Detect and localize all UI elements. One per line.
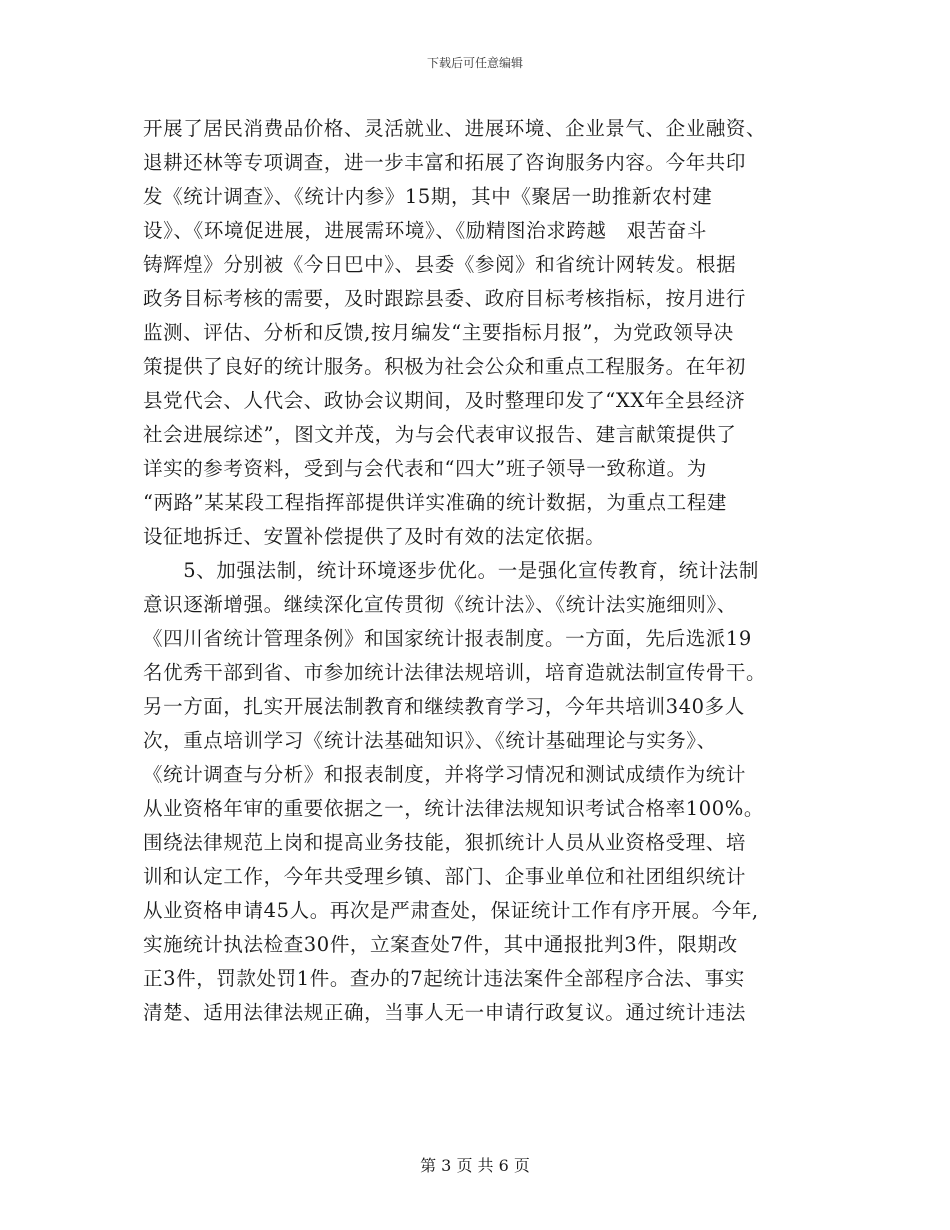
document-body <box>143 112 803 1030</box>
body-line: 发《统计调查》、《统计内参》15期，其中《聚居一助推新农村建 <box>143 185 713 208</box>
body-line: 围绕法律规范上岗和提高业务技能，狠抓统计人员从业资格受理、培 <box>143 831 747 854</box>
body-line: 退耕还林等专项调查，进一步丰富和拓展了咨询服务内容。今年共印 <box>143 151 747 174</box>
body-line: 5、加强法制，统计环境逐步优化。一是强化宣传教育，统计法制 <box>143 559 760 582</box>
body-line: 开展了居民消费品价格、灵活就业、进展环境、企业景气、企业融资、 <box>143 117 767 140</box>
body-line: 监测、评估、分析和反馈,按月编发“主要指标月报”，为党政领导决 <box>143 321 734 344</box>
body-line: 从业资格申请45人。再次是严肃查处，保证统计工作有序开展。今年, <box>143 899 759 922</box>
body-line: 铸辉煌》分别被《今日巴中》、县委《参阅》和省统计网转发。根据 <box>143 253 737 276</box>
body-line: 策提供了良好的统计服务。积极为社会公众和重点工程服务。在年初 <box>143 355 747 378</box>
body-line: 训和认定工作，今年共受理乡镇、部门、企事业单位和社团组织统计 <box>143 865 747 888</box>
body-line: 意识逐渐增强。继续深化宣传贯彻《统计法》、《统计法实施细则》、 <box>143 593 737 616</box>
body-line: 清楚、适用法律法规正确，当事人无一申请行政复议。通过统计违法 <box>143 1001 747 1024</box>
body-line: 政务目标考核的需要，及时跟踪县委、政府目标考核指标，按月进行 <box>143 287 747 310</box>
body-line: 实施统计执法检查30件，立案查处7件，其中通报批判3件，限期改 <box>143 933 738 956</box>
body-line: 从业资格年审的重要依据之一，统计法律法规知识考试合格率100%。 <box>143 797 764 820</box>
page-header: 下载后可任意编辑 <box>426 56 523 70</box>
body-line: 次，重点培训学习《统计法基础知识》、《统计基础理论与实务》、 <box>143 729 717 752</box>
body-line: 设》、《环境促进展，进展需环境》、《励精图治求跨越 艰苦奋斗 <box>143 219 708 242</box>
body-line: 详实的参考资料，受到与会代表和“四大”班子领导一致称道。为 <box>143 457 707 480</box>
body-line: 社会进展综述”，图文并茂，为与会代表审议报告、建言献策提供了 <box>143 423 737 446</box>
body-line: “两路”某某段工程指挥部提供详实准确的统计数据，为重点工程建 <box>143 491 727 514</box>
body-line: 正3件，罚款处罚1件。查办的7起统计违法案件全部程序合法、事实 <box>143 967 745 990</box>
body-line: 《四川省统计管理条例》和国家统计报表制度。一方面，先后选派19 <box>143 627 752 650</box>
body-line: 另一方面，扎实开展法制教育和继续教育学习，今年共培训340多人 <box>143 695 745 718</box>
body-line: 设征地拆迁、安置补偿提供了及时有效的法定依据。 <box>143 525 606 548</box>
page-footer: 第 3 页 共 6 页 <box>420 1156 530 1175</box>
body-line: 县党代会、人代会、政协会议期间，及时整理印发了“XX年全县经济 <box>143 389 746 412</box>
body-line: 名优秀干部到省、市参加统计法律法规培训，培育造就法制宣传骨干。 <box>143 661 767 684</box>
body-line: 《统计调查与分析》和报表制度，并将学习情况和测试成绩作为统计 <box>143 763 747 786</box>
